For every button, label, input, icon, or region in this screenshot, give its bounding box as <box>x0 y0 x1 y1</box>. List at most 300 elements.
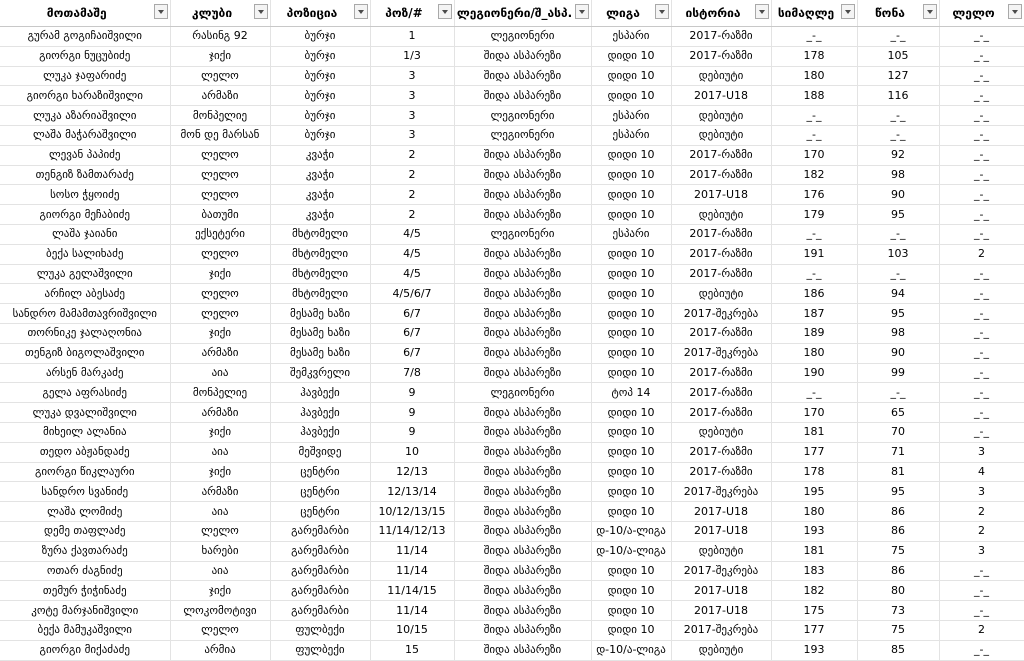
cell-player[interactable]: ოთარ ძაგნიძე <box>0 561 170 581</box>
cell-player[interactable]: ლაშა მაჭარაშვილი <box>0 125 170 145</box>
cell-league[interactable]: დიდი 10 <box>591 46 671 66</box>
cell-lelo[interactable]: _-_ <box>939 264 1024 284</box>
cell-player[interactable]: თედო აბჟანდაძე <box>0 442 170 462</box>
cell-legionnaire[interactable]: შიდა ასპარეზი <box>454 363 591 383</box>
column-header-position[interactable] <box>270 0 370 27</box>
cell-weight[interactable]: 95 <box>857 205 939 225</box>
cell-player[interactable]: გიორგი მიქაძაძე <box>0 640 170 660</box>
cell-legionnaire[interactable]: შიდა ასპარეზი <box>454 86 591 106</box>
cell-club[interactable]: ჯიქი <box>170 462 270 482</box>
filter-dropdown-icon[interactable] <box>655 4 669 19</box>
cell-lelo[interactable]: _-_ <box>939 363 1024 383</box>
cell-lelo[interactable]: 2 <box>939 521 1024 541</box>
cell-position[interactable]: ბურჯი <box>270 125 370 145</box>
cell-legionnaire[interactable]: ლეგიონერი <box>454 106 591 126</box>
cell-club[interactable]: ლელო <box>170 66 270 86</box>
cell-height[interactable]: 190 <box>771 363 857 383</box>
cell-history[interactable]: 2017-რაზმი <box>671 145 771 165</box>
cell-weight[interactable]: 86 <box>857 502 939 522</box>
cell-league[interactable]: დიდი 10 <box>591 165 671 185</box>
cell-lelo[interactable]: _-_ <box>939 224 1024 244</box>
cell-lelo[interactable]: _-_ <box>939 86 1024 106</box>
cell-legionnaire[interactable]: შიდა ასპარეზი <box>454 640 591 660</box>
column-header-legionnaire[interactable] <box>454 0 591 27</box>
cell-height[interactable]: 193 <box>771 640 857 660</box>
cell-legionnaire[interactable]: შიდა ასპარეზი <box>454 620 591 640</box>
cell-position[interactable]: კვაჭი <box>270 145 370 165</box>
cell-league[interactable]: ესპარი <box>591 27 671 47</box>
cell-lelo[interactable]: _-_ <box>939 205 1024 225</box>
cell-history[interactable]: დებიუტი <box>671 66 771 86</box>
cell-height[interactable]: _-_ <box>771 264 857 284</box>
cell-pos-number[interactable]: 10/15 <box>370 620 454 640</box>
cell-legionnaire[interactable]: შიდა ასპარეზი <box>454 422 591 442</box>
filter-dropdown-icon[interactable] <box>841 4 855 19</box>
cell-position[interactable]: ჰავბექი <box>270 403 370 423</box>
cell-history[interactable]: 2017-U18 <box>671 86 771 106</box>
cell-history[interactable]: 2017-რაზმი <box>671 46 771 66</box>
cell-league[interactable]: დიდი 10 <box>591 145 671 165</box>
cell-legionnaire[interactable]: შიდა ასპარეზი <box>454 284 591 304</box>
cell-league[interactable]: დიდი 10 <box>591 561 671 581</box>
cell-height[interactable]: 177 <box>771 620 857 640</box>
cell-position[interactable]: გარემარბი <box>270 521 370 541</box>
cell-player[interactable]: გელა აფრასიძე <box>0 383 170 403</box>
cell-history[interactable]: დებიუტი <box>671 541 771 561</box>
cell-weight[interactable]: 75 <box>857 620 939 640</box>
cell-height[interactable]: _-_ <box>771 125 857 145</box>
cell-weight[interactable]: 70 <box>857 422 939 442</box>
filter-dropdown-icon[interactable] <box>755 4 769 19</box>
cell-history[interactable]: 2017-შეკრება <box>671 343 771 363</box>
cell-player[interactable]: ზურა ქავთარაძე <box>0 541 170 561</box>
cell-height[interactable]: 175 <box>771 601 857 621</box>
cell-position[interactable]: ჰავბექი <box>270 422 370 442</box>
cell-club[interactable]: ლელო <box>170 304 270 324</box>
cell-legionnaire[interactable]: შიდა ასპარეზი <box>454 581 591 601</box>
cell-position[interactable]: კვაჭი <box>270 205 370 225</box>
cell-legionnaire[interactable]: შიდა ასპარეზი <box>454 601 591 621</box>
cell-pos-number[interactable]: 1 <box>370 27 454 47</box>
cell-pos-number[interactable]: 11/14 <box>370 601 454 621</box>
cell-player[interactable]: მიხეილ ალანია <box>0 422 170 442</box>
cell-legionnaire[interactable]: ლეგიონერი <box>454 27 591 47</box>
column-header-club[interactable] <box>170 0 270 27</box>
cell-legionnaire[interactable]: ლეგიონერი <box>454 125 591 145</box>
cell-league[interactable]: დიდი 10 <box>591 620 671 640</box>
cell-position[interactable]: გარემარბი <box>270 581 370 601</box>
cell-league[interactable]: დიდი 10 <box>591 264 671 284</box>
cell-lelo[interactable]: _-_ <box>939 343 1024 363</box>
cell-position[interactable]: ცენტრი <box>270 462 370 482</box>
cell-player[interactable]: ლუკა გელაშვილი <box>0 264 170 284</box>
cell-legionnaire[interactable]: ლეგიონერი <box>454 383 591 403</box>
cell-league[interactable]: დიდი 10 <box>591 284 671 304</box>
cell-history[interactable]: 2017-შეკრება <box>671 304 771 324</box>
cell-legionnaire[interactable]: შიდა ასპარეზი <box>454 521 591 541</box>
cell-club[interactable]: ლელო <box>170 165 270 185</box>
cell-weight[interactable]: 95 <box>857 304 939 324</box>
cell-height[interactable]: 181 <box>771 541 857 561</box>
cell-history[interactable]: 2017-რაზმი <box>671 442 771 462</box>
cell-pos-number[interactable]: 10 <box>370 442 454 462</box>
cell-club[interactable]: არმაზი <box>170 343 270 363</box>
cell-legionnaire[interactable]: შიდა ასპარეზი <box>454 205 591 225</box>
cell-position[interactable]: ჰავბექი <box>270 383 370 403</box>
cell-player[interactable]: ლაშა ჯაიანი <box>0 224 170 244</box>
cell-pos-number[interactable]: 12/13 <box>370 462 454 482</box>
cell-weight[interactable]: 86 <box>857 561 939 581</box>
cell-history[interactable]: 2017-U18 <box>671 581 771 601</box>
cell-league[interactable]: დიდი 10 <box>591 66 671 86</box>
cell-height[interactable]: 182 <box>771 581 857 601</box>
cell-club[interactable]: აია <box>170 561 270 581</box>
cell-club[interactable]: ჯიქი <box>170 581 270 601</box>
cell-position[interactable]: შემკვრელი <box>270 363 370 383</box>
cell-position[interactable]: ბურჯი <box>270 86 370 106</box>
cell-club[interactable]: აია <box>170 442 270 462</box>
cell-legionnaire[interactable]: შიდა ასპარეზი <box>454 46 591 66</box>
cell-height[interactable]: _-_ <box>771 383 857 403</box>
cell-legionnaire[interactable]: შიდა ასპარეზი <box>454 403 591 423</box>
cell-player[interactable]: თენგიზ ზამთარაძე <box>0 165 170 185</box>
cell-pos-number[interactable]: 6/7 <box>370 323 454 343</box>
cell-height[interactable]: _-_ <box>771 27 857 47</box>
cell-pos-number[interactable]: 9 <box>370 422 454 442</box>
cell-history[interactable]: 2017-შეკრება <box>671 482 771 502</box>
cell-league[interactable]: ესპარი <box>591 106 671 126</box>
cell-club[interactable]: არმაზი <box>170 482 270 502</box>
cell-club[interactable]: ბათუმი <box>170 205 270 225</box>
cell-history[interactable]: დებიუტი <box>671 284 771 304</box>
cell-height[interactable]: 170 <box>771 403 857 423</box>
cell-pos-number[interactable]: 7/8 <box>370 363 454 383</box>
cell-pos-number[interactable]: 3 <box>370 66 454 86</box>
cell-lelo[interactable]: _-_ <box>939 561 1024 581</box>
filter-dropdown-icon[interactable] <box>438 4 452 19</box>
cell-weight[interactable]: 103 <box>857 244 939 264</box>
cell-height[interactable]: 180 <box>771 343 857 363</box>
cell-player[interactable]: ბექა მამუკაშვილი <box>0 620 170 640</box>
cell-history[interactable]: 2017-U18 <box>671 521 771 541</box>
cell-position[interactable]: ფულბექი <box>270 640 370 660</box>
cell-pos-number[interactable]: 12/13/14 <box>370 482 454 502</box>
cell-position[interactable]: მესამე ხაზი <box>270 304 370 324</box>
cell-club[interactable]: არმაზი <box>170 86 270 106</box>
cell-pos-number[interactable]: 11/14 <box>370 561 454 581</box>
cell-position[interactable]: კვაჭი <box>270 185 370 205</box>
cell-league[interactable]: დიდი 10 <box>591 363 671 383</box>
cell-league[interactable]: დიდი 10 <box>591 482 671 502</box>
cell-player[interactable]: სანდრო მამამთავრიშვილი <box>0 304 170 324</box>
cell-player[interactable]: თორნიკე ჯალაღონია <box>0 323 170 343</box>
cell-position[interactable]: ბურჯი <box>270 27 370 47</box>
cell-club[interactable]: ჯიქი <box>170 422 270 442</box>
cell-legionnaire[interactable]: შიდა ასპარეზი <box>454 244 591 264</box>
cell-player[interactable]: გურამ გოგიჩაიშვილი <box>0 27 170 47</box>
cell-legionnaire[interactable]: შიდა ასპარეზი <box>454 442 591 462</box>
cell-lelo[interactable]: 2 <box>939 620 1024 640</box>
cell-legionnaire[interactable]: შიდა ასპარეზი <box>454 343 591 363</box>
cell-legionnaire[interactable]: შიდა ასპარეზი <box>454 145 591 165</box>
cell-position[interactable]: ბურჯი <box>270 66 370 86</box>
cell-pos-number[interactable]: 3 <box>370 106 454 126</box>
cell-height[interactable]: 186 <box>771 284 857 304</box>
cell-league[interactable]: დიდი 10 <box>591 462 671 482</box>
cell-player[interactable]: თემურ ჭიჭინაძე <box>0 581 170 601</box>
cell-legionnaire[interactable]: შიდა ასპარეზი <box>454 541 591 561</box>
cell-lelo[interactable]: _-_ <box>939 601 1024 621</box>
cell-player[interactable]: ლაშა ლომიძე <box>0 502 170 522</box>
cell-position[interactable]: გარემარბი <box>270 601 370 621</box>
cell-weight[interactable]: 90 <box>857 185 939 205</box>
cell-lelo[interactable]: 3 <box>939 442 1024 462</box>
cell-legionnaire[interactable]: ლეგიონერი <box>454 224 591 244</box>
cell-lelo[interactable]: 2 <box>939 502 1024 522</box>
cell-pos-number[interactable]: 9 <box>370 403 454 423</box>
cell-legionnaire[interactable]: შიდა ასპარეზი <box>454 185 591 205</box>
cell-weight[interactable]: 85 <box>857 640 939 660</box>
cell-position[interactable]: გარემარბი <box>270 541 370 561</box>
cell-weight[interactable]: 95 <box>857 482 939 502</box>
cell-position[interactable]: მხტომელი <box>270 284 370 304</box>
cell-position[interactable]: მხტომელი <box>270 264 370 284</box>
cell-height[interactable]: 176 <box>771 185 857 205</box>
cell-lelo[interactable]: _-_ <box>939 640 1024 660</box>
cell-club[interactable]: მონპელიე <box>170 383 270 403</box>
cell-club[interactable]: ლელო <box>170 185 270 205</box>
cell-club[interactable]: ჯიქი <box>170 264 270 284</box>
cell-height[interactable]: _-_ <box>771 106 857 126</box>
cell-height[interactable]: 189 <box>771 323 857 343</box>
cell-pos-number[interactable]: 2 <box>370 205 454 225</box>
cell-player[interactable]: გიორგი ნუცუბიძე <box>0 46 170 66</box>
cell-club[interactable]: მონ დე მარსან <box>170 125 270 145</box>
cell-pos-number[interactable]: 10/12/13/15 <box>370 502 454 522</box>
cell-history[interactable]: 2017-რაზმი <box>671 462 771 482</box>
cell-position[interactable]: მხტომელი <box>270 244 370 264</box>
cell-weight[interactable]: 99 <box>857 363 939 383</box>
column-header-history[interactable] <box>671 0 771 27</box>
cell-weight[interactable]: 80 <box>857 581 939 601</box>
cell-pos-number[interactable]: 9 <box>370 383 454 403</box>
cell-pos-number[interactable]: 2 <box>370 185 454 205</box>
cell-height[interactable]: 180 <box>771 502 857 522</box>
cell-league[interactable]: დიდი 10 <box>591 502 671 522</box>
cell-lelo[interactable]: _-_ <box>939 165 1024 185</box>
cell-league[interactable]: დიდი 10 <box>591 343 671 363</box>
cell-lelo[interactable]: 4 <box>939 462 1024 482</box>
cell-player[interactable]: ლუკა აზარიაშვილი <box>0 106 170 126</box>
cell-lelo[interactable]: _-_ <box>939 403 1024 423</box>
column-header-height[interactable] <box>771 0 857 27</box>
cell-league[interactable]: დიდი 10 <box>591 581 671 601</box>
cell-league[interactable]: დიდი 10 <box>591 601 671 621</box>
cell-league[interactable]: დიდი 10 <box>591 205 671 225</box>
cell-lelo[interactable]: _-_ <box>939 106 1024 126</box>
cell-pos-number[interactable]: 15 <box>370 640 454 660</box>
cell-position[interactable]: მხტომელი <box>270 224 370 244</box>
cell-pos-number[interactable]: 3 <box>370 125 454 145</box>
cell-club[interactable]: რასინგ 92 <box>170 27 270 47</box>
cell-league[interactable]: ესპარი <box>591 224 671 244</box>
cell-history[interactable]: 2017-U18 <box>671 502 771 522</box>
cell-height[interactable]: 191 <box>771 244 857 264</box>
cell-height[interactable]: 195 <box>771 482 857 502</box>
cell-player[interactable]: ლევან პაპიძე <box>0 145 170 165</box>
cell-height[interactable]: 183 <box>771 561 857 581</box>
column-header-lelo[interactable] <box>939 0 1024 27</box>
cell-league[interactable]: დიდი 10 <box>591 442 671 462</box>
cell-position[interactable]: მესამე ხაზი <box>270 323 370 343</box>
cell-league[interactable]: დ-10/ა-ლიგა <box>591 521 671 541</box>
cell-lelo[interactable]: _-_ <box>939 581 1024 601</box>
cell-club[interactable]: ლელო <box>170 145 270 165</box>
cell-club[interactable]: ჯიქი <box>170 323 270 343</box>
cell-history[interactable]: დებიუტი <box>671 640 771 660</box>
cell-lelo[interactable]: _-_ <box>939 304 1024 324</box>
cell-club[interactable]: ხარები <box>170 541 270 561</box>
cell-weight[interactable]: 73 <box>857 601 939 621</box>
cell-weight[interactable]: 90 <box>857 343 939 363</box>
cell-legionnaire[interactable]: შიდა ასპარეზი <box>454 482 591 502</box>
cell-player[interactable]: ლუკა დვალიშვილი <box>0 403 170 423</box>
cell-weight[interactable]: _-_ <box>857 264 939 284</box>
cell-legionnaire[interactable]: შიდა ასპარეზი <box>454 165 591 185</box>
cell-weight[interactable]: 86 <box>857 521 939 541</box>
cell-pos-number[interactable]: 4/5/6/7 <box>370 284 454 304</box>
cell-height[interactable]: 188 <box>771 86 857 106</box>
cell-pos-number[interactable]: 2 <box>370 165 454 185</box>
cell-history[interactable]: 2017-რაზმი <box>671 383 771 403</box>
cell-height[interactable]: 179 <box>771 205 857 225</box>
cell-lelo[interactable]: 2 <box>939 244 1024 264</box>
cell-pos-number[interactable]: 3 <box>370 86 454 106</box>
column-header-pos-number[interactable] <box>370 0 454 27</box>
cell-player[interactable]: თენგიზ ბიგოლაშვილი <box>0 343 170 363</box>
cell-league[interactable]: დიდი 10 <box>591 323 671 343</box>
cell-player[interactable]: გიორგი წიკლაური <box>0 462 170 482</box>
cell-league[interactable]: დიდი 10 <box>591 244 671 264</box>
cell-position[interactable]: მესამე ხაზი <box>270 343 370 363</box>
cell-legionnaire[interactable]: შიდა ასპარეზი <box>454 502 591 522</box>
cell-league[interactable]: ტოპ 14 <box>591 383 671 403</box>
cell-player[interactable]: გიორგი ხარაზიშვილი <box>0 86 170 106</box>
cell-position[interactable]: ბურჯი <box>270 46 370 66</box>
cell-position[interactable]: ბურჯი <box>270 106 370 126</box>
cell-player[interactable]: სოსო ჭყოიძე <box>0 185 170 205</box>
cell-weight[interactable]: _-_ <box>857 106 939 126</box>
cell-height[interactable]: 180 <box>771 66 857 86</box>
cell-weight[interactable]: 65 <box>857 403 939 423</box>
cell-history[interactable]: 2017-რაზმი <box>671 403 771 423</box>
cell-height[interactable]: 178 <box>771 462 857 482</box>
cell-lelo[interactable]: _-_ <box>939 46 1024 66</box>
column-header-player[interactable] <box>0 0 170 27</box>
cell-club[interactable]: აია <box>170 363 270 383</box>
cell-player[interactable]: ლუკა ჯაფარიძე <box>0 66 170 86</box>
cell-pos-number[interactable]: 1/3 <box>370 46 454 66</box>
cell-height[interactable]: 193 <box>771 521 857 541</box>
filter-dropdown-icon[interactable] <box>154 4 168 19</box>
cell-league[interactable]: დიდი 10 <box>591 185 671 205</box>
cell-club[interactable]: ექსეტერი <box>170 224 270 244</box>
filter-dropdown-icon[interactable] <box>923 4 937 19</box>
cell-weight[interactable]: 92 <box>857 145 939 165</box>
cell-lelo[interactable]: _-_ <box>939 284 1024 304</box>
cell-club[interactable]: არმაზი <box>170 403 270 423</box>
cell-weight[interactable]: 81 <box>857 462 939 482</box>
cell-pos-number[interactable]: 11/14 <box>370 541 454 561</box>
cell-league[interactable]: დიდი 10 <box>591 86 671 106</box>
cell-legionnaire[interactable]: შიდა ასპარეზი <box>454 561 591 581</box>
cell-lelo[interactable]: _-_ <box>939 323 1024 343</box>
cell-legionnaire[interactable]: შიდა ასპარეზი <box>454 264 591 284</box>
cell-height[interactable]: 177 <box>771 442 857 462</box>
cell-lelo[interactable]: _-_ <box>939 125 1024 145</box>
cell-position[interactable]: ცენტრი <box>270 482 370 502</box>
cell-history[interactable]: 2017-რაზმი <box>671 363 771 383</box>
cell-club[interactable]: ჯიქი <box>170 46 270 66</box>
cell-lelo[interactable]: 3 <box>939 482 1024 502</box>
cell-lelo[interactable]: _-_ <box>939 27 1024 47</box>
cell-league[interactable]: დიდი 10 <box>591 403 671 423</box>
cell-history[interactable]: დებიუტი <box>671 422 771 442</box>
cell-club[interactable]: ლელო <box>170 521 270 541</box>
cell-history[interactable]: 2017-რაზმი <box>671 27 771 47</box>
cell-legionnaire[interactable]: შიდა ასპარეზი <box>454 304 591 324</box>
cell-pos-number[interactable]: 4/5 <box>370 244 454 264</box>
cell-history[interactable]: 2017-რაზმი <box>671 244 771 264</box>
cell-height[interactable]: 170 <box>771 145 857 165</box>
cell-league[interactable]: დიდი 10 <box>591 422 671 442</box>
filter-dropdown-icon[interactable] <box>254 4 268 19</box>
column-header-league[interactable] <box>591 0 671 27</box>
cell-weight[interactable]: 71 <box>857 442 939 462</box>
filter-dropdown-icon[interactable] <box>354 4 368 19</box>
cell-club[interactable]: ლელო <box>170 284 270 304</box>
cell-position[interactable]: ცენტრი <box>270 502 370 522</box>
cell-pos-number[interactable]: 11/14/15 <box>370 581 454 601</box>
cell-history[interactable]: 2017-შეკრება <box>671 561 771 581</box>
cell-player[interactable]: არჩილ აბესაძე <box>0 284 170 304</box>
cell-position[interactable]: მეშვიდე <box>270 442 370 462</box>
cell-history[interactable]: დებიუტი <box>671 125 771 145</box>
cell-history[interactable]: 2017-U18 <box>671 185 771 205</box>
cell-history[interactable]: დებიუტი <box>671 205 771 225</box>
cell-league[interactable]: დ-10/ა-ლიგა <box>591 541 671 561</box>
cell-lelo[interactable]: _-_ <box>939 383 1024 403</box>
cell-lelo[interactable]: 3 <box>939 541 1024 561</box>
cell-pos-number[interactable]: 4/5 <box>370 224 454 244</box>
cell-player[interactable]: არსენ მარკაძე <box>0 363 170 383</box>
cell-height[interactable]: 187 <box>771 304 857 324</box>
cell-player[interactable]: სანდრო სვანიძე <box>0 482 170 502</box>
cell-legionnaire[interactable]: შიდა ასპარეზი <box>454 323 591 343</box>
cell-club[interactable]: აია <box>170 502 270 522</box>
cell-height[interactable]: 178 <box>771 46 857 66</box>
cell-player[interactable]: კოტე მარჯანიშვილი <box>0 601 170 621</box>
cell-club[interactable]: მონპელიე <box>170 106 270 126</box>
cell-player[interactable]: გიორგი მეჩაბიძე <box>0 205 170 225</box>
cell-history[interactable]: დებიუტი <box>671 106 771 126</box>
cell-weight[interactable]: _-_ <box>857 224 939 244</box>
cell-lelo[interactable]: _-_ <box>939 422 1024 442</box>
cell-height[interactable]: 182 <box>771 165 857 185</box>
cell-league[interactable]: დ-10/ა-ლიგა <box>591 640 671 660</box>
cell-position[interactable]: ფულბექი <box>270 620 370 640</box>
cell-league[interactable]: დიდი 10 <box>591 304 671 324</box>
